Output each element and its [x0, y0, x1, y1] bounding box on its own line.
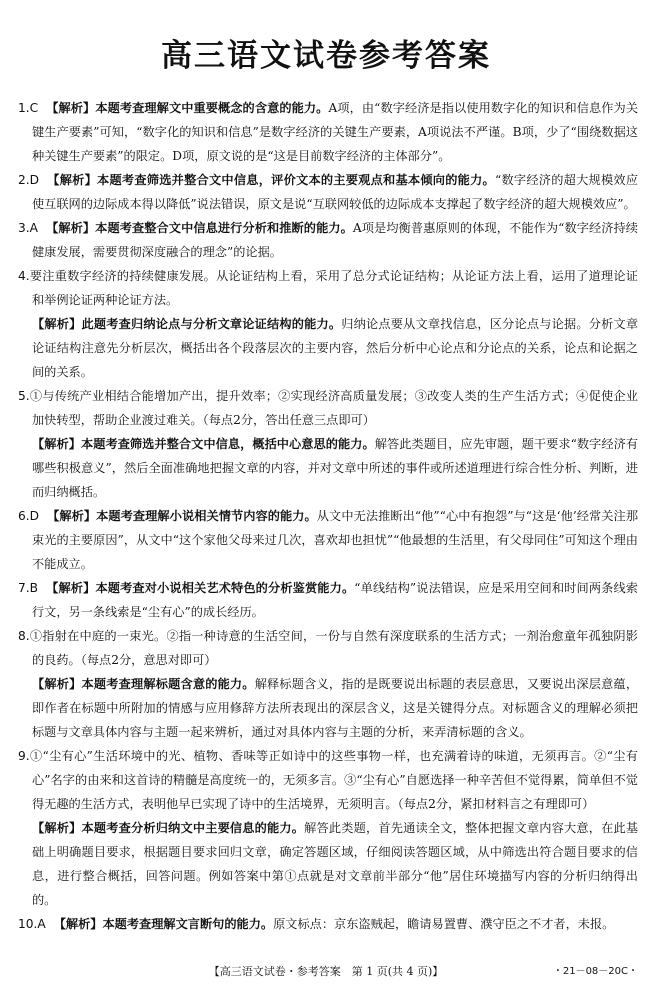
answer-number: 8.: [18, 629, 30, 643]
answer-number: 6.: [18, 509, 30, 523]
analysis-tag: 【解析】: [32, 437, 81, 451]
answer-item: [18, 96, 638, 168]
analysis-tag: 【解析】: [32, 317, 82, 331]
footer-code: ・21－08－20C・: [552, 966, 638, 977]
answer-text: ①“尘有心”生活环境中的光、植物、香味等正如诗中的这些事物一样，也充满着诗的味道，无须再言。②“尘有心”名字的由来和这首诗的精髓是高度统一的，无须多言。③“尘有心”自愿选择一种辛苦但不觉得累，简单但不觉得无趣的生活方式，表明他早已实现了诗中的生活境界，无须明言。（每点2分，紧扣材料言之有理即可）: [29, 749, 638, 811]
answer-item: [18, 216, 638, 264]
analysis-tag: 【解析】: [46, 101, 96, 115]
answer-choice: D: [29, 173, 40, 187]
answer-number: 5.: [18, 389, 30, 403]
answer-explanation: [18, 816, 638, 912]
answer-text: 解释标题含义，指的是既要说出标题的表层意思，又要说出深层意蕴，即作者在标题中所附加的情感与应用修辞方法所表现出的深层含义，这是关键得分点。对标题含义的理解必须把标题与文章具体内容与主题一起来辨析，通过对具体内容与主题的分析，来弄清标题的含义。: [32, 677, 639, 739]
answer-text: ①指射在中庭的一束光。②指一种诗意的生活空间，一份与自然有深度联系的生活方式；一剂治愈童年孤独阴影的良药。（每点2分，意思对即可）: [29, 629, 638, 667]
page-title: 高三语文试卷参考答案: [161, 38, 491, 74]
answer-text: A项是均衡普惠原则的体现，不能作为“数字经济持续健康发展，需要贯彻深度融合的理念”的论据。: [32, 221, 638, 259]
answer-explanation: [18, 672, 638, 744]
answer-item: [18, 264, 638, 312]
answer-number: 4.: [18, 269, 30, 283]
analysis-tag: 【解析】: [32, 821, 82, 835]
analysis-lead: 本题考查整合文中信息进行分析和推断的能力。: [95, 221, 353, 235]
analysis-lead: 本题考查理解小说相关情节内容的能力。: [96, 509, 317, 523]
answer-text: 原文标点：京东盗贼起，瞻请易置曹、濮守臣之不才者，未报。: [273, 917, 615, 931]
answer-explanation: [18, 432, 638, 504]
analysis-lead: 本题考查对小说相关艺术特色的分析鉴赏能力。: [95, 581, 355, 595]
answer-text: “单线结构”说法错误，应是采用空间和时间两条线索行文，另一条线索是“尘有心”的成长经历。: [32, 581, 638, 619]
analysis-lead: 本题考查筛选并整合文中信息，概括中心意思的能力。: [80, 437, 375, 451]
page-footer: [0, 962, 652, 982]
answer-text: 从文中无法推断出“他”“心中有抱怨”与“这是‘他’经常关注那束光的主要原因”，从文中“这个家他父母来过几次，喜欢却也担忧”“他最想的生活里，有父母同住”可知这个理由不能成立。: [32, 509, 639, 571]
answer-item: [18, 912, 638, 936]
answer-item: [18, 744, 638, 816]
answer-number: 10.: [18, 917, 38, 931]
answer-list: [18, 96, 638, 936]
answer-number: 2.: [18, 173, 30, 187]
answer-text: 解答此类题目，应先审题，题干要求“数字经济有哪些积极意义”，然后全面准确地把握文章的内容，并对文章中所述的事件或所述道理进行综合性分析、判断，进而归纳概括。: [32, 437, 639, 499]
answer-choice: C: [29, 101, 39, 115]
answer-text: 要注重数字经济的持续健康发展。从论证结构上看，采用了总分式论证结构；从论证方法上看，运用了道理论证和举例论证两种论证方法。: [29, 269, 638, 307]
analysis-tag: 【解析】: [47, 173, 98, 187]
answer-item: [18, 624, 638, 672]
answer-item: [18, 168, 638, 216]
answer-explanation: [18, 312, 638, 384]
answer-choice: A: [37, 917, 46, 931]
answer-text: 解答此类题，首先通读全文，整体把握文章内容大意，在此基础上明确题目要求，根据题目要求回归文章，确定答题区域，仔细阅读答题区域，从中筛选出符合题目要求的信息，进行整合概括，回答问题。例如答案中第①点就是对文章前半部分“他”居住环境描写内容的分析归纳得出的。: [32, 821, 639, 907]
answer-number: 1.: [18, 101, 30, 115]
analysis-lead: 本题考查理解标题含意的能力。: [81, 677, 255, 691]
answer-number: 3.: [18, 221, 30, 235]
analysis-tag: 【解析】: [46, 581, 96, 595]
answer-choice: B: [29, 581, 39, 595]
analysis-tag: 【解析】: [53, 917, 103, 931]
analysis-tag: 【解析】: [45, 221, 96, 235]
answer-item: [18, 576, 638, 624]
analysis-lead: 本题考查分析归纳文中主要信息的能力。: [81, 821, 305, 835]
analysis-lead: 本题考查筛选并整合文中信息，评价文本的主要观点和基本倾向的能力。: [97, 173, 495, 187]
answer-text: “数字经济的超大规模效应使互联网的边际成本得以降低”说法错误，原文是说“互联网较低的边际成本支撑起了数字经济的超大规模效应”。: [32, 173, 639, 211]
answer-text: ①与传统产业相结合能增加产出，提升效率；②实现经济高质量发展；③改变人类的生产生活方式；④促使企业加快转型，帮助企业渡过难关。（每点2分，答出任意三点即可）: [29, 389, 638, 427]
footer-page-info: 【高三语文试卷・参考答案 第 1 页(共 4 页)】: [208, 965, 444, 978]
answer-choice: D: [29, 509, 40, 523]
answer-text: 归纳论点要从文章找信息，区分论点与论据。分析文章论证结构注意先分析层次，概括出各个段落层次的主要内容，然后分析中心论点和分论点的关系，论点和论据之间的关系。: [32, 317, 639, 379]
answer-number: 7.: [18, 581, 30, 595]
answer-number: 9.: [18, 749, 30, 763]
answer-item: [18, 504, 638, 576]
answer-choice: A: [29, 221, 38, 235]
analysis-tag: 【解析】: [47, 509, 97, 523]
analysis-lead: 本题考查理解文言断句的能力。: [102, 917, 274, 931]
analysis-tag: 【解析】: [32, 677, 82, 691]
answer-item: [18, 384, 638, 432]
analysis-lead: 本题考查理解文中重要概念的含意的能力。: [95, 101, 329, 115]
analysis-lead: 此题考查归纳论点与分析文章论证结构的能力。: [81, 317, 342, 331]
answer-text: A项，由“数字经济是指以使用数字化的知识和信息作为关键生产要素”可知，“数字化的知识和信息”是数字经济的关键生产要素，A项说法不严谨。B项，少了“围绕数据这种关键生产要素”的限定。D项，原文说的是“这是目前数字经济的主体部分”。: [32, 101, 639, 163]
